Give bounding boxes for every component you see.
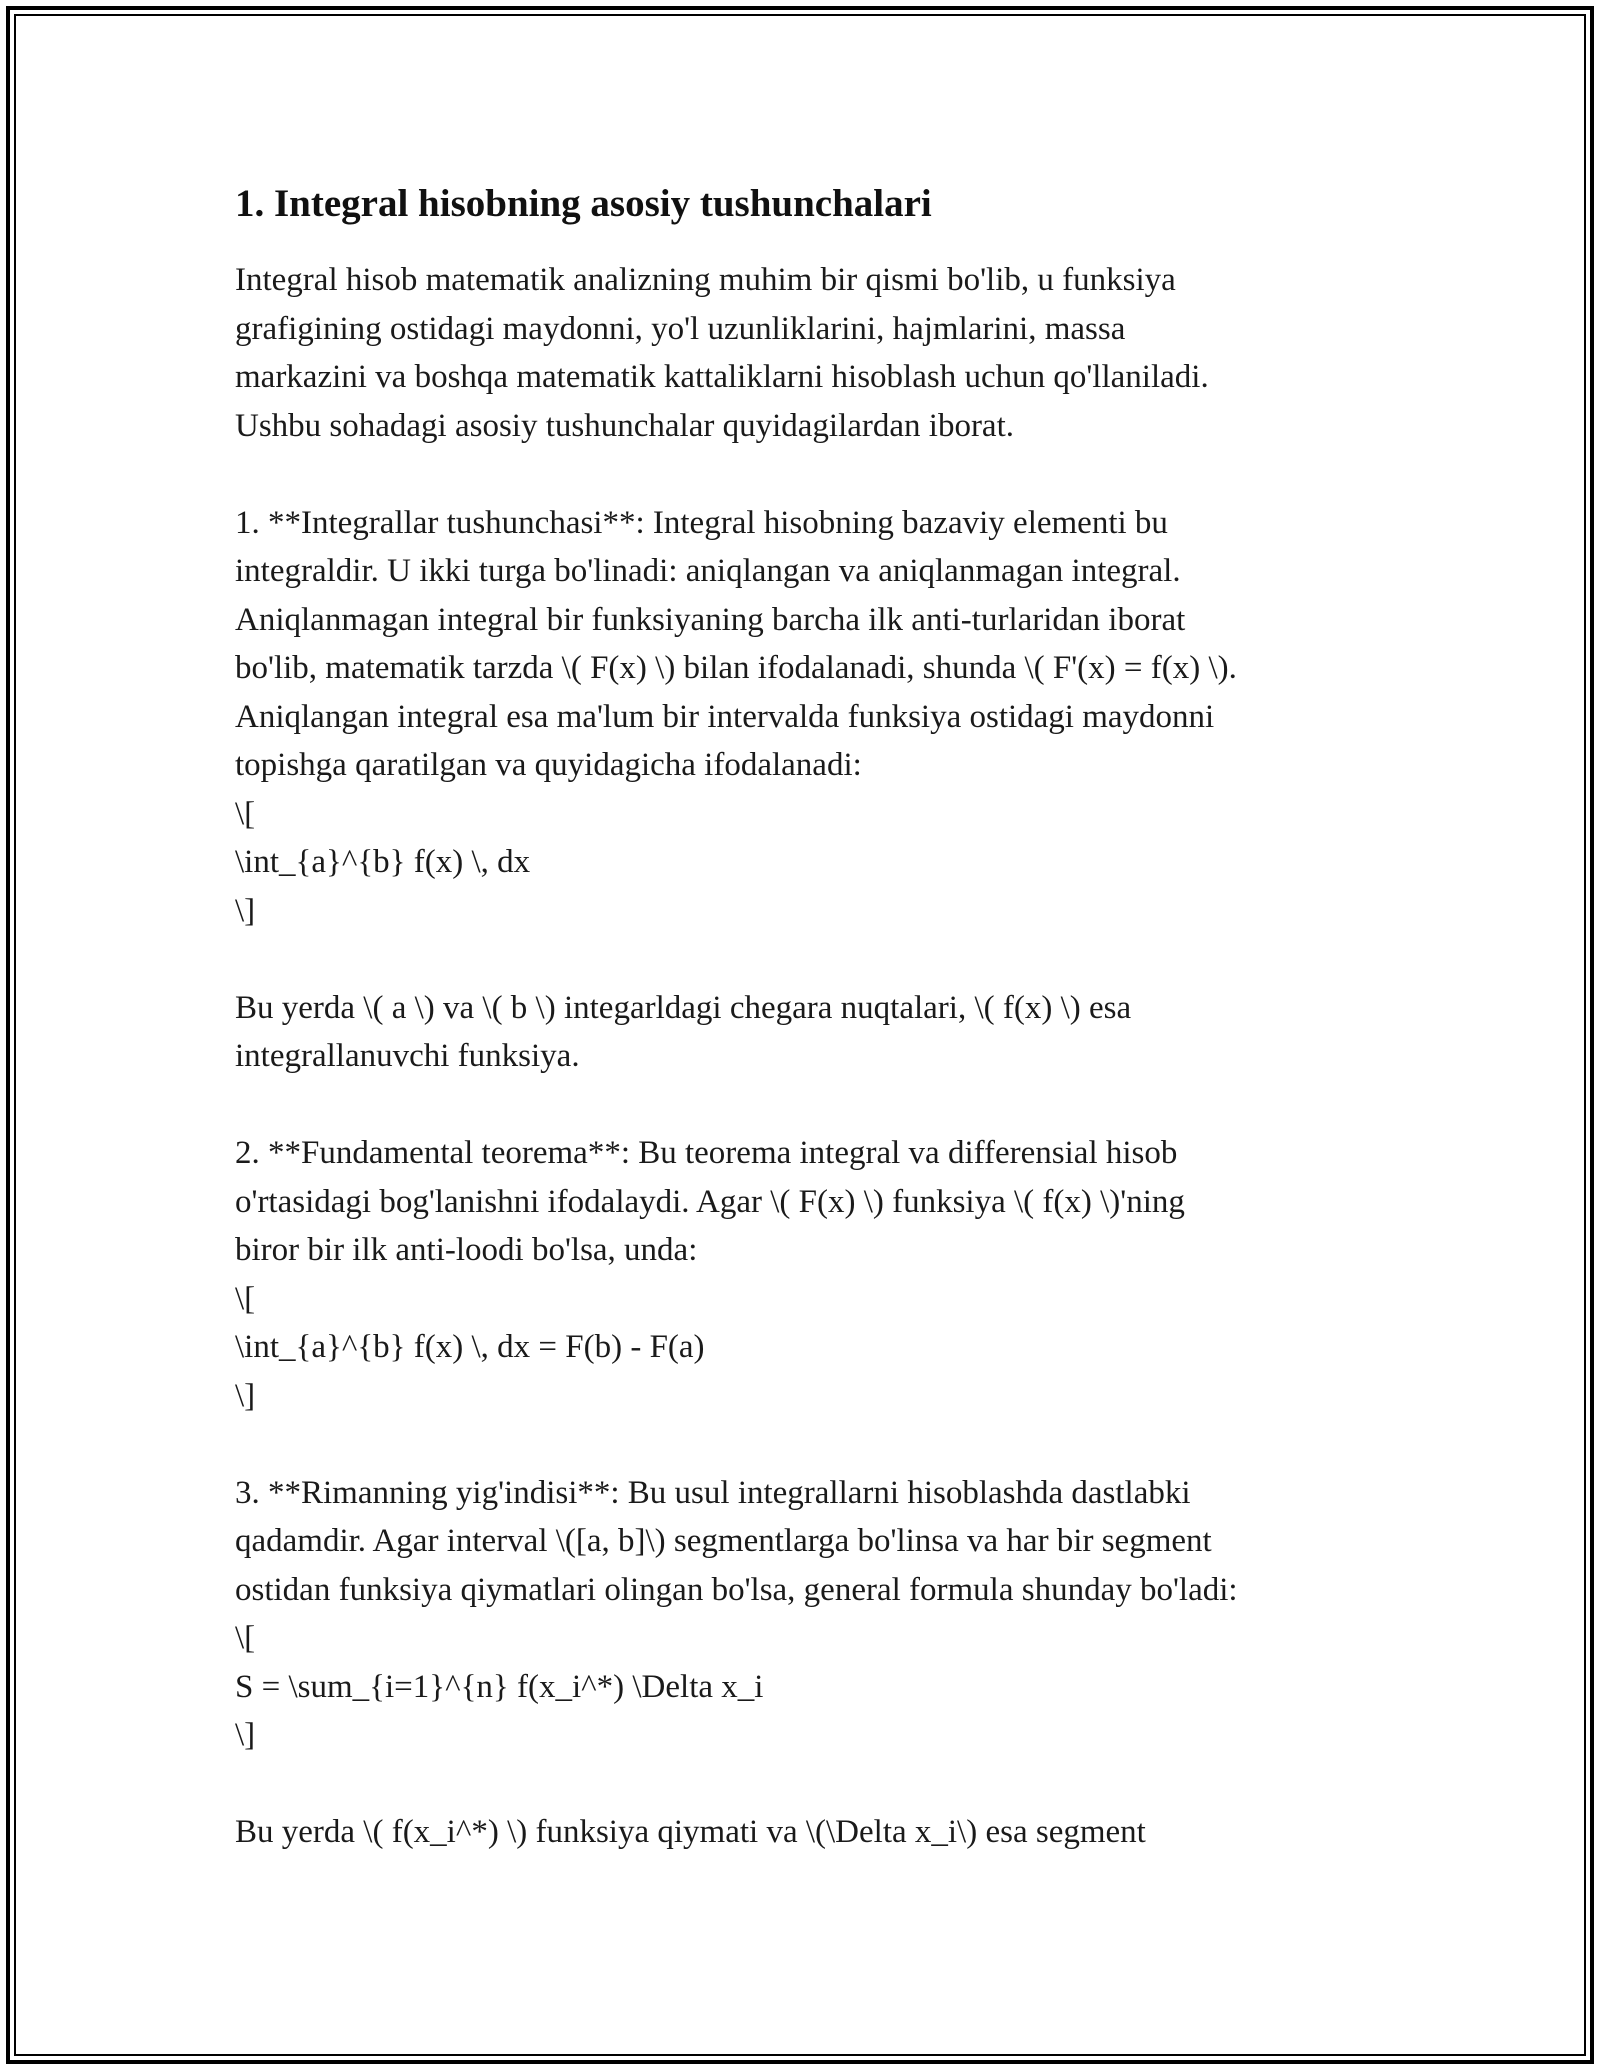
text-line: \[ <box>235 795 256 832</box>
text-line: \] <box>235 1377 256 1414</box>
blank-line <box>235 1081 1395 1130</box>
text-line: integrallanuvchi funksiya. <box>235 1038 580 1074</box>
text-line: biror bir ilk anti-loodi bo'lsa, unda: <box>235 1232 698 1268</box>
text-line: Ushbu sohadagi asosiy tushunchalar quyidagilardan iborat. <box>235 407 1014 444</box>
text-line: bo'lib, matematik tarzda \( F(x) \) bilan ifodalanadi, shunda \( F'(x) = f(x) \). <box>235 650 1237 686</box>
text-line: \[ <box>235 1620 256 1656</box>
blank-line <box>235 1760 1395 1809</box>
text-line: \] <box>235 1717 256 1753</box>
text-line: \[ <box>235 1280 256 1317</box>
document-body <box>235 180 1395 1857</box>
text-line: Aniqlangan integral esa ma'lum bir intervalda funksiya ostidagi maydonni <box>235 698 1215 735</box>
text-line: topishga qaratilgan va quyidagicha ifodalanadi: <box>235 747 862 783</box>
text-line: S = \sum_{i=1}^{n} f(x_i^*) \Delta x_i <box>235 1668 764 1705</box>
text-line: Bu yerda \( a \) va \( b \) integarldagi chegara nuqtalari, \( f(x) \) esa <box>235 989 1132 1026</box>
text-line: qadamdir. Agar interval \([a, b]\) segmentlarga bo'linsa va har bir segment <box>235 1523 1212 1559</box>
blank-line <box>235 1420 1395 1469</box>
text-line: Aniqlanmagan integral bir funksiyaning barcha ilk anti-turlaridan iborat <box>235 601 1186 638</box>
blank-line <box>235 450 1395 499</box>
text-line: ostidan funksiya qiymatlari olingan bo'lsa, general formula shunday bo'ladi: <box>235 1571 1238 1608</box>
text-line: Integral hisob matematik analizning muhim bir qismi bo'lib, u funksiya <box>235 262 1176 298</box>
text-line: o'rtasidagi bog'lanishni ifodalaydi. Agar \( F(x) \) funksiya \( f(x) \)'ning <box>235 1183 1185 1220</box>
text-line: \int_{a}^{b} f(x) \, dx = F(b) - F(a) <box>235 1329 705 1365</box>
text-line: integraldir. U ikki turga bo'linadi: aniqlangan va aniqlanmagan integral. <box>235 553 1181 589</box>
text-line: 1. **Integrallar tushunchasi**: Integral hisobning bazaviy elementi bu <box>235 504 1168 541</box>
text-line: Bu yerda \( f(x_i^*) \) funksiya qiymati va \(\Delta x_i\) esa segment <box>235 1814 1146 1850</box>
section-heading: 1. Integral hisobning asosiy tushunchalari <box>235 182 932 225</box>
text-line: grafigining ostidagi maydonni, yo'l uzunliklarini, hajmlarini, massa <box>235 310 1126 347</box>
text-line: 3. **Rimanning yig'indisi**: Bu usul integrallarni hisoblashda dastlabki <box>235 1474 1191 1511</box>
text-line: \] <box>235 892 256 929</box>
text-line: markazini va boshqa matematik kattaliklarni hisoblash uchun qo'llaniladi. <box>235 359 1209 395</box>
text-line: 2. **Fundamental teorema**: Bu teorema integral va differensial hisob <box>235 1135 1178 1171</box>
blank-line <box>235 935 1395 984</box>
paragraph-block <box>235 256 1395 1857</box>
text-line: \int_{a}^{b} f(x) \, dx <box>235 844 531 880</box>
